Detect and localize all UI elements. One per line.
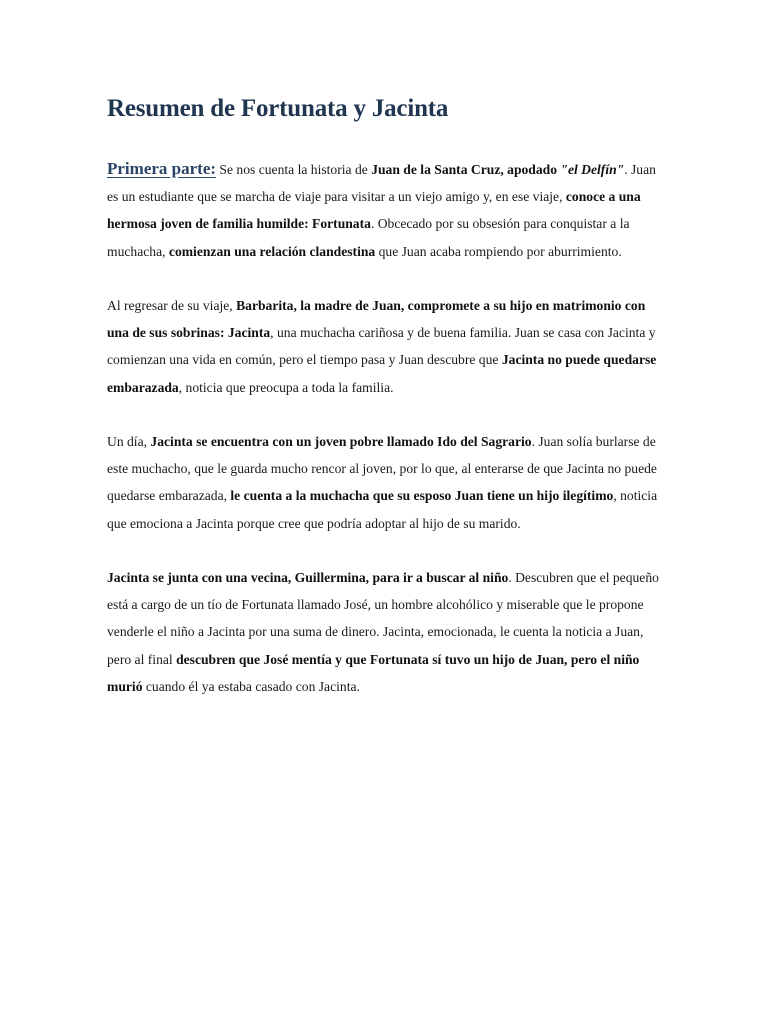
bold-italic-text: "el Delfín" xyxy=(560,162,625,177)
body-text: cuando él ya estaba casado con Jacinta. xyxy=(142,678,360,694)
body-text: . Juan es un estudiante que se marcha de viaje para visitar a un viejo amigo y, en ese viaje, xyxy=(107,162,656,205)
body-text: que Juan acaba rompiendo por aburrimiento. xyxy=(375,243,622,259)
body-text: . Juan solía burlarse de este muchacho, que le guarda mucho rencor al joven, por lo que, al enterarse de que Jacinta no puede quedarse embarazada, xyxy=(107,434,657,504)
section-heading: Primera parte: xyxy=(107,159,217,178)
body-text: , noticia que preocupa a toda la familia. xyxy=(178,379,394,395)
bold-text: conoce a una hermosa joven de familia humilde: Fortunata xyxy=(107,189,641,232)
body-text: , noticia que emociona a Jacinta porque cree que podría adoptar al hijo de su marido. xyxy=(107,488,658,531)
body-text: . Obcecado por su obsesión para conquistar a la muchacha, xyxy=(107,216,630,259)
bold-text: Jacinta no puede quedarse embarazada xyxy=(107,352,657,395)
paragraph xyxy=(107,428,667,537)
body-text: . Descubren que el pequeño está a cargo de un tío de Fortunata llamado José, un hombre alcohólico y miserable que le propone venderle el niño a Jacinta por una suma de dinero. Jacinta, emocionada, le cuenta la noticia a Juan, pero al final xyxy=(107,570,659,667)
bold-text: Barbarita, la madre de Juan, compromete a su hijo en matrimonio con una de sus sobrinas: Jacinta xyxy=(107,298,646,341)
bold-text: descubren que José mentía y que Fortunata sí tuvo un hijo de Juan, pero el niño murió xyxy=(107,651,640,694)
paragraph xyxy=(107,564,667,700)
bold-text: le cuenta a la muchacha que su esposo Juan tiene un hijo ilegítimo xyxy=(230,488,614,504)
body-text: Se nos cuenta la historia de xyxy=(216,162,372,177)
body-text: Al regresar de su viaje, xyxy=(107,298,237,313)
document-body xyxy=(107,155,667,727)
paragraph xyxy=(107,155,667,265)
body-text: Un día, xyxy=(107,434,151,449)
bold-text: Jacinta se encuentra con un joven pobre llamado Ido del Sagrario xyxy=(150,434,532,449)
paragraph xyxy=(107,292,667,401)
document-title: Resumen de Fortunata y Jacinta xyxy=(107,95,449,122)
bold-text: Jacinta se junta con una vecina, Guillermina, para ir a buscar al niño xyxy=(107,570,509,585)
bold-text: comienzan una relación clandestina xyxy=(168,243,376,259)
body-text: , una muchacha cariñosa y de buena familia. Juan se casa con Jacinta y comienzan una vida en común, pero el tiempo pasa y Juan descubre que xyxy=(107,325,656,368)
bold-text: Juan de la Santa Cruz, apodado xyxy=(371,162,561,177)
